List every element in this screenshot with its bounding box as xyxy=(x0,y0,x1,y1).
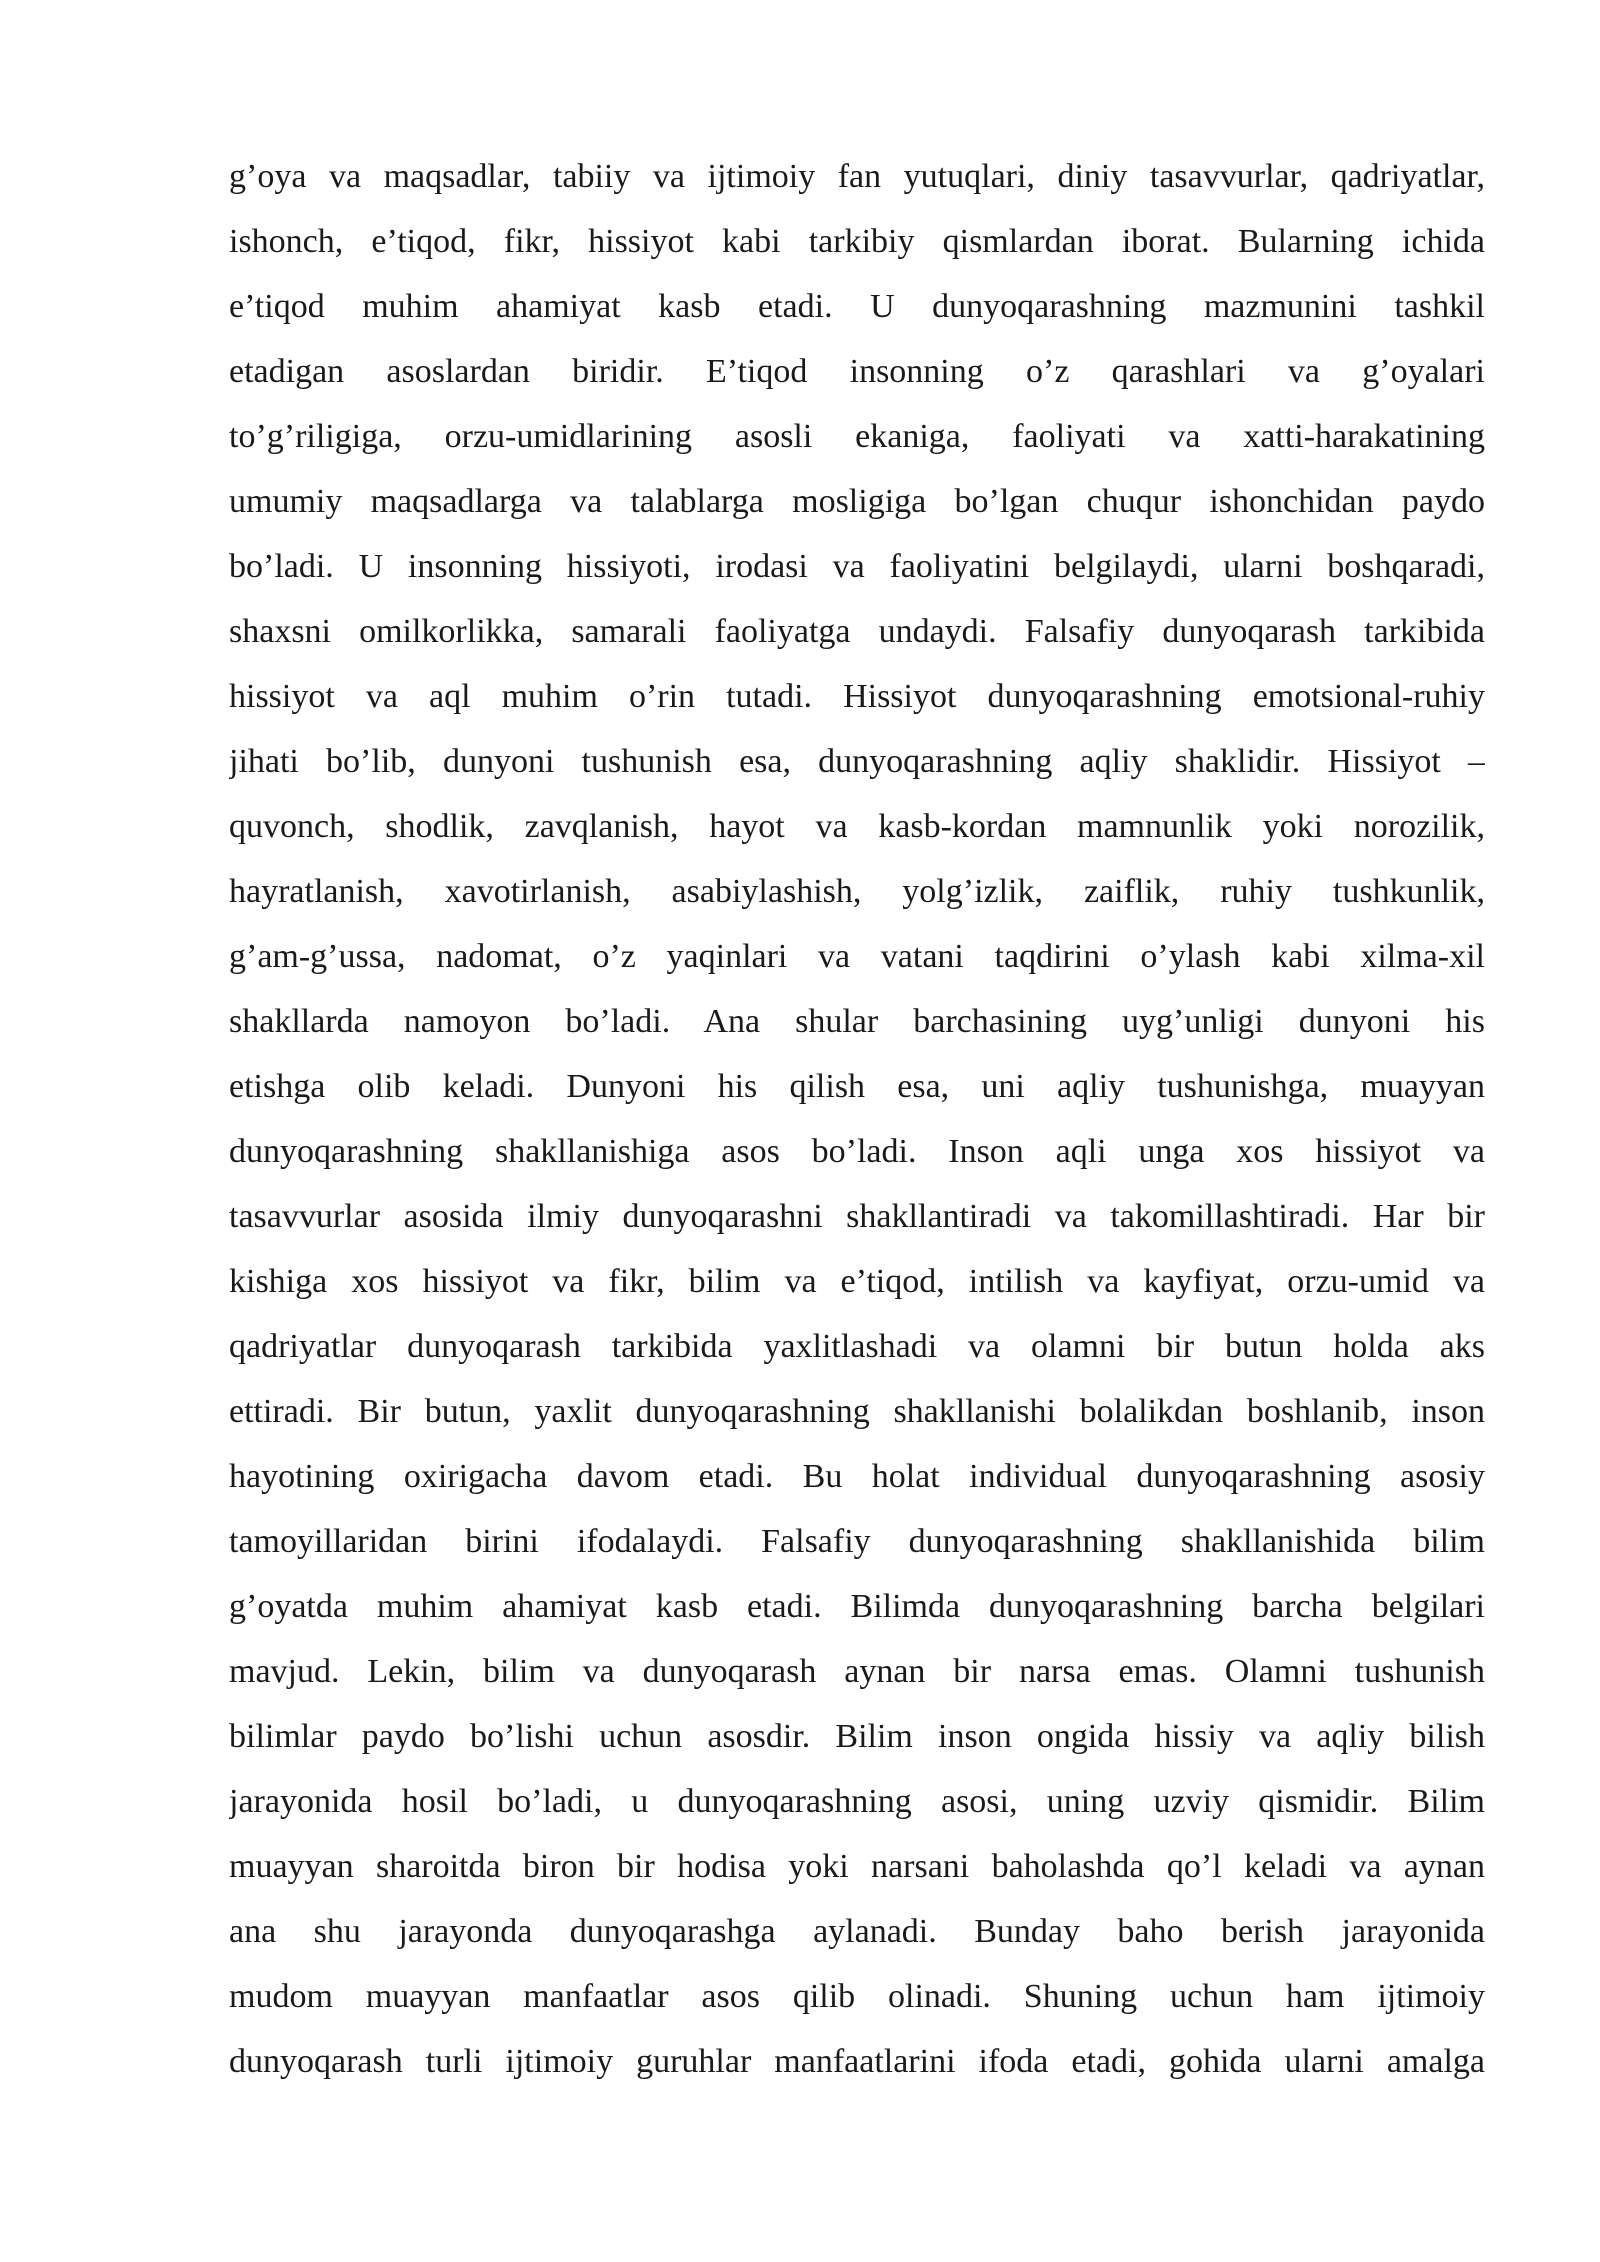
text-line: hayratlanish, xavotirlanish, asabiylashish, yolg’izlik, zaiflik, ruhiy tushkunlik, xyxy=(229,873,1485,910)
text-line: dunyoqarash turli ijtimoiy guruhlar manfaatlarini ifoda etadi, gohida ularni amalga xyxy=(229,2043,1485,2080)
text-line: mudom muayyan manfaatlar asos qilib olinadi. Shuning uchun ham ijtimoiy xyxy=(229,1978,1485,2015)
text-line: umumiy maqsadlarga va talablarga mosligiga bo’lgan chuqur ishonchidan paydo xyxy=(229,483,1485,520)
text-line: ana shu jarayonda dunyoqarashga aylanadi. Bunday baho berish jarayonida xyxy=(229,1913,1485,1950)
text-line: shaxsni omilkorlikka, samarali faoliyatga undaydi. Falsafiy dunyoqarash tarkibida xyxy=(229,613,1485,650)
text-line: muayyan sharoitda biron bir hodisa yoki narsani baholashda qo’l keladi va aynan xyxy=(229,1848,1485,1885)
text-line: kishiga xos hissiyot va fikr, bilim va e’tiqod, intilish va kayfiyat, orzu-umid va xyxy=(229,1263,1485,1300)
text-line: g’am-g’ussa, nadomat, o’z yaqinlari va vatani taqdirini o’ylash kabi xilma-xil xyxy=(229,938,1485,975)
text-line: ishonch, e’tiqod, fikr, hissiyot kabi tarkibiy qismlardan iborat. Bularning ichida xyxy=(229,223,1485,260)
text-line: g’oyatda muhim ahamiyat kasb etadi. Bilimda dunyoqarashning barcha belgilari xyxy=(229,1588,1485,1625)
text-line: tasavvurlar asosida ilmiy dunyoqarashni shakllantiradi va takomillashtiradi. Har bir xyxy=(229,1198,1485,1235)
text-line: to’g’riligiga, orzu-umidlarining asosli ekaniga, faoliyati va xatti-harakatining xyxy=(229,418,1485,455)
text-line: jarayonida hosil bo’ladi, u dunyoqarashning asosi, uning uzviy qismidir. Bilim xyxy=(229,1783,1485,1820)
text-line: tamoyillaridan birini ifodalaydi. Falsafiy dunyoqarashning shakllanishida bilim xyxy=(229,1523,1485,1560)
text-line: etishga olib keladi. Dunyoni his qilish esa, uni aqliy tushunishga, muayyan xyxy=(229,1068,1485,1105)
text-line: hissiyot va aql muhim o’rin tutadi. Hissiyot dunyoqarashning emotsional-ruhiy xyxy=(229,678,1485,715)
text-line: ettiradi. Bir butun, yaxlit dunyoqarashning shakllanishi bolalikdan boshlanib, inson xyxy=(229,1393,1485,1430)
text-line: g’oya va maqsadlar, tabiiy va ijtimoiy fan yutuqlari, diniy tasavvurlar, qadriyatlar, xyxy=(229,158,1485,195)
text-line: jihati bo’lib, dunyoni tushunish esa, dunyoqarashning aqliy shaklidir. Hissiyot – xyxy=(229,743,1485,780)
text-line: mavjud. Lekin, bilim va dunyoqarash aynan bir narsa emas. Olamni tushunish xyxy=(229,1653,1485,1690)
text-line: etadigan asoslardan biridir. E’tiqod insonning o’z qarashlari va g’oyalari xyxy=(229,353,1485,390)
text-line: bo’ladi. U insonning hissiyoti, irodasi va faoliyatini belgilaydi, ularni boshqaradi, xyxy=(229,548,1485,585)
text-line: bilimlar paydo bo’lishi uchun asosdir. Bilim inson ongida hissiy va aqliy bilish xyxy=(229,1718,1485,1755)
text-line: hayotining oxirigacha davom etadi. Bu holat individual dunyoqarashning asosiy xyxy=(229,1458,1485,1495)
body-text xyxy=(229,153,1485,2103)
text-line: quvonch, shodlik, zavqlanish, hayot va kasb-kordan mamnunlik yoki norozilik, xyxy=(229,808,1485,845)
text-line: dunyoqarashning shakllanishiga asos bo’ladi. Inson aqli unga xos hissiyot va xyxy=(229,1133,1485,1170)
text-line: qadriyatlar dunyoqarash tarkibida yaxlitlashadi va olamni bir butun holda aks xyxy=(229,1328,1485,1365)
text-line: shakllarda namoyon bo’ladi. Ana shular barchasining uyg’unligi dunyoni his xyxy=(229,1003,1485,1040)
text-line: e’tiqod muhim ahamiyat kasb etadi. U dunyoqarashning mazmunini tashkil xyxy=(229,288,1485,325)
